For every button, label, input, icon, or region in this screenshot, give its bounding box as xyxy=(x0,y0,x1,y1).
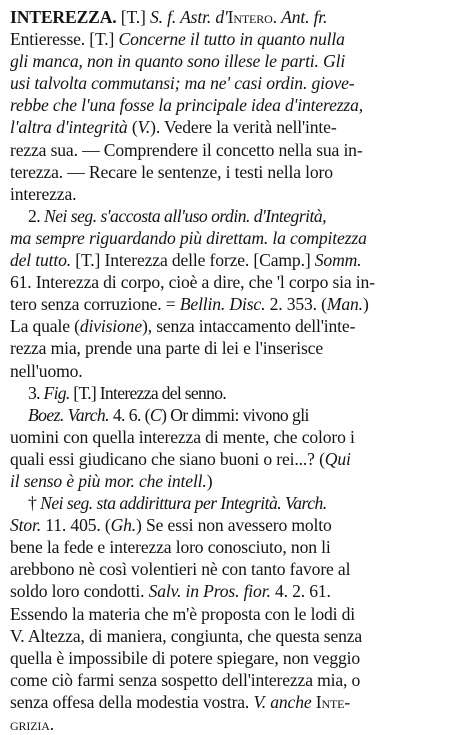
text-segment: 4. 6. ( xyxy=(109,404,150,425)
text-segment: Nei seg. sta addirittura per Integrità. Varch. xyxy=(40,493,327,514)
text-segment: Stor. xyxy=(10,515,42,536)
text-line xyxy=(10,625,462,647)
text-segment: ), senza intaccamento dell'inte- xyxy=(141,316,356,337)
text-segment: terezza. — Recare le sentenze, i testi nella loro xyxy=(10,161,333,182)
text-line xyxy=(10,249,462,271)
text-line xyxy=(10,315,462,337)
text-segment: . xyxy=(272,7,282,27)
text-line xyxy=(10,470,462,492)
text-segment: V. anche xyxy=(253,691,312,712)
text-segment: il senso è più mor. che intell. xyxy=(10,470,207,491)
text-segment: La quale ( xyxy=(10,316,80,337)
dictionary-entry-interezza xyxy=(10,6,462,735)
text-segment: Intero xyxy=(227,7,273,27)
text-segment: quella è impossibile di potere spiegare, non veggio xyxy=(10,647,360,668)
text-line xyxy=(10,536,462,558)
text-segment: Gh. xyxy=(110,515,137,536)
text-segment: usi talvolta commutansi; ma ne' casi ordin. giove- xyxy=(10,73,355,94)
text-segment: [T.] Interezza del senno. xyxy=(69,382,227,403)
text-segment: quali essi giudicano che siano buoni o rei...? ( xyxy=(10,448,325,469)
text-line xyxy=(10,28,462,50)
text-line xyxy=(10,116,462,138)
text-segment: 4. 2. 61. xyxy=(270,581,331,602)
text-line xyxy=(10,382,462,404)
text-segment: . xyxy=(49,714,55,734)
text-segment: ) xyxy=(362,294,369,315)
text-segment: Entieresse. [T.] xyxy=(10,29,119,50)
text-segment: Nei seg. s'accosta all'uso ordin. d'Integrità, xyxy=(44,205,327,226)
text-line xyxy=(10,161,462,183)
text-segment: 2. 353. ( xyxy=(265,294,327,315)
text-segment: come ciò farmi senza sospetto dell'interezza mia, o xyxy=(10,669,361,690)
text-line xyxy=(10,293,462,315)
text-segment: ma sempre riguardando più direttam. la compitezza xyxy=(10,227,367,248)
text-segment: ) Se essi non avessero molto xyxy=(136,515,332,536)
text-segment: [T.] Interezza delle forze. [Camp.] xyxy=(71,250,315,271)
text-segment: senza offesa della modestia vostra. xyxy=(10,691,254,712)
text-line xyxy=(10,205,462,227)
text-segment: Man. xyxy=(326,294,363,315)
text-segment: 3. xyxy=(28,382,44,403)
text-segment: † xyxy=(28,493,41,514)
text-segment: divisione xyxy=(79,316,142,337)
text-segment: Inte- xyxy=(315,691,351,712)
text-line xyxy=(10,271,462,293)
text-segment: S. f. Astr. d' xyxy=(150,7,228,27)
text-segment: Salv. in Pros. fior. xyxy=(148,581,271,602)
text-segment: INTEREZZA. xyxy=(10,7,117,27)
text-segment: tero senza corruzione. = xyxy=(10,294,180,315)
text-segment: ) xyxy=(206,470,213,491)
text-line xyxy=(10,514,462,536)
text-line xyxy=(10,580,462,602)
text-line xyxy=(10,139,462,161)
text-line xyxy=(10,6,462,28)
text-segment: rezza sua. — Comprendere il concetto nella sua in- xyxy=(10,139,363,160)
text-line xyxy=(10,492,462,514)
text-segment: del tutto. xyxy=(10,250,72,271)
text-segment: arebbono nè così volentieri nè con tanto favore al xyxy=(10,559,351,580)
text-segment: 2. xyxy=(28,205,45,226)
text-line xyxy=(10,558,462,580)
text-line xyxy=(10,183,462,205)
text-segment: Varch. xyxy=(67,404,109,425)
text-segment: Somm. xyxy=(314,250,362,271)
text-line xyxy=(10,360,462,382)
text-segment: Ant. fr. xyxy=(281,7,328,27)
text-line xyxy=(10,227,462,249)
text-segment: soldo loro condotti. xyxy=(10,581,149,602)
text-segment: grizia xyxy=(10,714,50,734)
text-segment: rezza mia, prende una parte di lei e l'inserisce xyxy=(10,338,323,359)
text-segment: bene la fede e interezza loro conosciuto, non li xyxy=(10,537,331,558)
text-line xyxy=(10,669,462,691)
text-line xyxy=(10,426,462,448)
text-line xyxy=(10,691,462,713)
text-line xyxy=(10,72,462,94)
text-segment: ( xyxy=(127,117,138,138)
text-line xyxy=(10,50,462,72)
text-line xyxy=(10,647,462,669)
text-segment: rebbe che l'una fosse la principale idea d'interezza, xyxy=(10,95,364,116)
text-line xyxy=(10,603,462,625)
text-line xyxy=(10,337,462,359)
text-segment: Concerne il tutto in quanto nulla xyxy=(118,29,345,50)
text-segment: V. Altezza, di maniera, congiunta, che questa senza xyxy=(10,625,363,646)
text-segment: interezza. xyxy=(10,183,77,204)
text-segment: ). Vedere la verità nell'inte- xyxy=(150,117,337,138)
text-segment: Essendo la materia che m'è proposta con le lodi di xyxy=(10,603,355,624)
text-line xyxy=(10,404,462,426)
text-segment: Fig. xyxy=(43,382,70,403)
text-segment: gli manca, non in quanto sono illese le parti. Gli xyxy=(10,51,346,72)
text-segment: ) Or dimmi: vivono gli xyxy=(161,404,309,425)
text-line xyxy=(10,713,462,735)
text-line xyxy=(10,448,462,470)
text-segment: C xyxy=(149,404,162,425)
text-segment: l'altra d'integrità xyxy=(10,117,128,138)
text-segment: 61. Interezza di corpo, cioè a dire, che 'l corpo sia in- xyxy=(10,272,375,293)
text-segment: Boez. xyxy=(28,404,64,425)
text-line xyxy=(10,94,462,116)
text-segment: uomini con quella interezza di mente, che coloro i xyxy=(10,426,355,447)
text-segment: nell'uomo. xyxy=(10,360,83,381)
text-segment: Bellin. Disc. xyxy=(179,294,266,315)
text-segment: V. xyxy=(137,117,151,138)
text-segment: 11. 405. ( xyxy=(41,515,111,536)
text-segment: [T.] xyxy=(116,7,151,27)
text-segment: Qui xyxy=(324,448,351,469)
